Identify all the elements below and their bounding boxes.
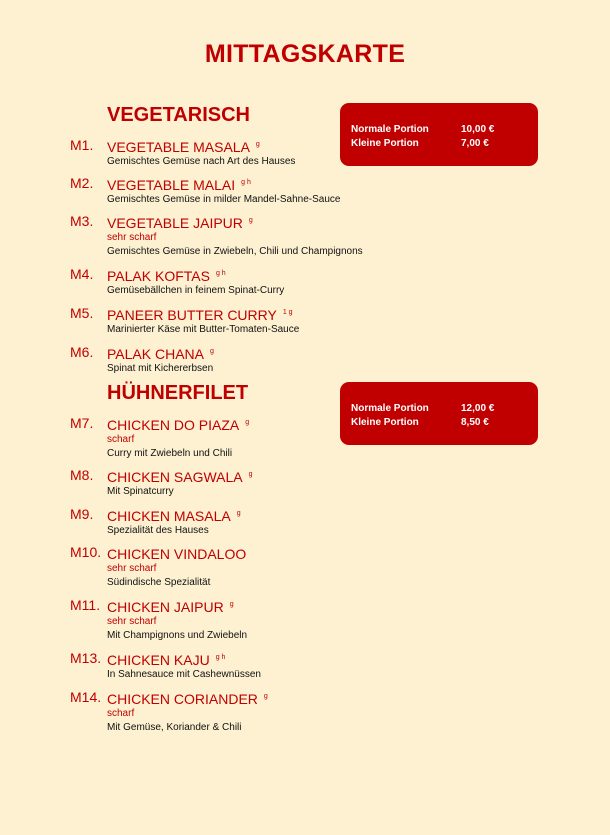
item-description: Gemüsebällchen in feinem Spinat-Curry <box>107 285 285 296</box>
spice-level: scharf <box>107 708 135 719</box>
item-name: VEGETABLE MALAI $^{g h}$ <box>107 177 251 193</box>
menu-title: MITTAGSKARTE <box>204 40 406 68</box>
allergen-code: g <box>248 471 253 478</box>
allergen-code: g <box>229 601 234 608</box>
item-number: M6. <box>70 344 94 360</box>
allergen-code: 1 g <box>282 309 293 316</box>
item-name: CHICKEN JAIPUR $^g$ <box>107 599 234 615</box>
menu-item <box>0 304 610 336</box>
item-name: CHICKEN VINDALOO <box>107 546 247 562</box>
spice-level: scharf <box>107 434 135 445</box>
item-number: M8. <box>70 467 94 483</box>
price-value: 8,50 € <box>461 417 489 428</box>
allergen-code: g <box>255 141 260 148</box>
price-label: Normale Portion <box>351 124 429 135</box>
price-value: 10,00 € <box>461 124 495 135</box>
item-number: M13. <box>70 650 102 666</box>
item-name: CHICKEN CORIANDER $^g$ <box>107 691 268 707</box>
allergen-code: g <box>236 510 241 517</box>
item-description: Curry mit Zwiebeln und Chili <box>107 448 233 459</box>
item-name: CHICKEN MASALA $^g$ <box>107 508 241 524</box>
item-name: VEGETABLE MASALA $^g$ <box>107 139 260 155</box>
item-description: Gemischtes Gemüse in Zwiebeln, Chili und Champignons <box>107 246 363 257</box>
item-number: M2. <box>70 175 94 191</box>
item-description: Gemischtes Gemüse nach Art des Hauses <box>107 156 296 167</box>
item-description: Marinierter Käse mit Butter-Tomaten-Sauce <box>107 324 300 335</box>
spice-level: sehr scharf <box>107 616 157 627</box>
section-title-vegetarisch: VEGETARISCH <box>107 104 250 126</box>
menu-item <box>0 543 610 589</box>
item-name: CHICKEN KAJU $^{g h}$ <box>107 652 226 668</box>
item-name: PANEER BUTTER CURRY $^{1 g}$ <box>107 307 293 323</box>
spice-level: sehr scharf <box>107 232 157 243</box>
menu-item <box>0 688 610 734</box>
menu-item <box>0 343 610 375</box>
item-description: Mit Gemüse, Koriander & Chili <box>107 722 242 733</box>
price-row-normal <box>351 123 538 137</box>
item-description: Gemischtes Gemüse in milder Mandel-Sahne-Sauce <box>107 194 341 205</box>
item-name: VEGETABLE JAIPUR $^g$ <box>107 215 253 231</box>
item-description: Spinat mit Kichererbsen <box>107 363 214 374</box>
item-number: M10. <box>70 544 102 560</box>
price-label: Normale Portion <box>351 403 429 414</box>
item-name: CHICKEN SAGWALA $^g$ <box>107 469 253 485</box>
item-number: M3. <box>70 213 94 229</box>
item-description: Mit Spinatcurry <box>107 486 174 497</box>
allergen-code: g <box>263 693 268 700</box>
allergen-code: g <box>210 348 214 355</box>
price-label: Kleine Portion <box>351 138 419 149</box>
item-number: M9. <box>70 506 94 522</box>
item-description: Südindische Spezialität <box>107 577 211 588</box>
menu-item <box>0 265 610 297</box>
price-value: 12,00 € <box>461 403 495 414</box>
allergen-code: g <box>248 217 253 224</box>
section-title-huehnerfilet: HÜHNERFILET <box>107 382 249 404</box>
item-description: Spezialität des Hauses <box>107 525 209 536</box>
item-number: M11. <box>70 597 101 613</box>
allergen-code: g <box>245 419 250 426</box>
item-number: M1. <box>70 137 94 153</box>
price-value: 7,00 € <box>461 138 489 149</box>
item-name: PALAK KOFTAS $^{g h}$ <box>107 268 226 284</box>
menu-item <box>0 212 610 258</box>
price-label: Kleine Portion <box>351 417 419 428</box>
allergen-code: g h <box>241 179 251 186</box>
menu-item <box>0 414 610 460</box>
menu-item <box>0 649 610 681</box>
item-number: M4. <box>70 266 94 282</box>
item-number: M5. <box>70 305 94 321</box>
item-description: In Sahnesauce mit Cashewnüssen <box>107 669 261 680</box>
menu-item <box>0 505 610 537</box>
menu-item <box>0 136 610 168</box>
allergen-code: g h <box>215 654 226 661</box>
item-description: Mit Champignons und Zwiebeln <box>107 630 248 641</box>
item-name: PALAK CHANA $^g$ <box>107 346 214 362</box>
spice-level: sehr scharf <box>107 563 157 574</box>
menu-item <box>0 466 610 498</box>
allergen-code: g h <box>215 270 226 277</box>
item-number: M7. <box>70 415 94 431</box>
item-name: CHICKEN DO PIAZA $^g$ <box>107 417 250 433</box>
menu-item <box>0 596 610 642</box>
item-number: M14. <box>70 689 102 705</box>
menu-item <box>0 174 610 206</box>
